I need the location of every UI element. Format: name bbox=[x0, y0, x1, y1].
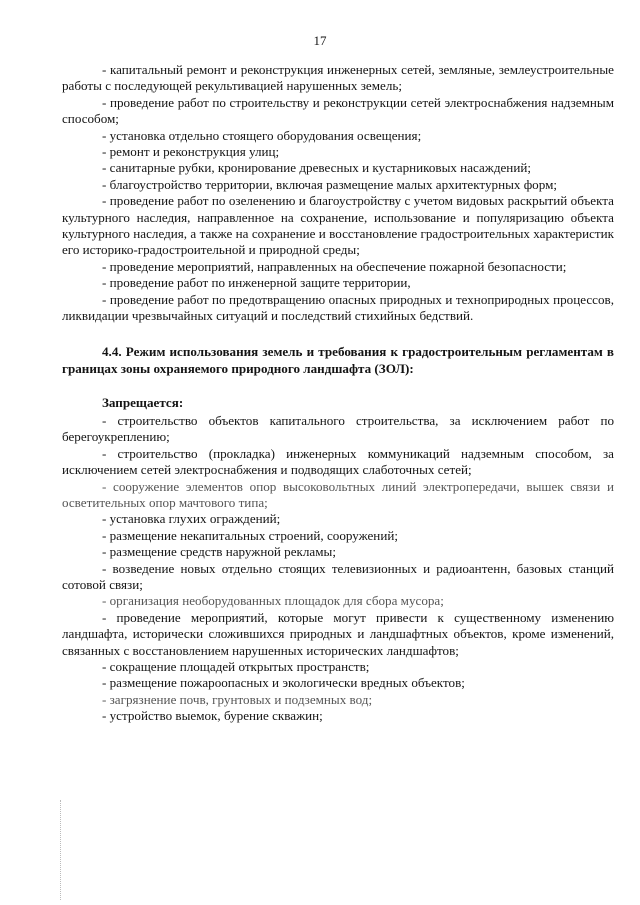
list-item: - размещение пожароопасных и экологически вредных объектов; bbox=[102, 675, 465, 691]
page-number: 17 bbox=[313, 33, 327, 48]
list-item: - строительство объектов капитального строительства, за исключением работ по берегоукреплению; bbox=[62, 412, 614, 445]
list-item: - проведение работ по озеленению и благоустройству с учетом видовых раскрытий объекта культурного наследия, направленное на сохранение, использование и популяризацию объекта культурного наследия, а также на сохранение и восстановление градостроительных характеристик его историко-градостроительной и природной среды; bbox=[62, 193, 614, 258]
scan-edge-rule bbox=[60, 800, 62, 900]
list-item: - сооружение элементов опор высоковольтных линий электропередачи, вышек связи и осветительных опор мачтового типа; bbox=[62, 478, 614, 510]
list-item: - устройство выемок, бурение скважин; bbox=[102, 708, 323, 724]
list-item: - санитарные рубки, кронирование древесных и кустарниковых насаждений; bbox=[102, 160, 531, 176]
list-item: - установка глухих ограждений; bbox=[102, 511, 281, 527]
list-item: - возведение новых отдельно стоящих телевизионных и радиоантенн, базовых станций сотовой связи; bbox=[62, 560, 614, 592]
list-item: - проведение работ по строительству и реконструкции сетей электроснабжения надземным способом; bbox=[62, 94, 614, 127]
section-heading: 4.4. Режим использования земель и требования к градостроительным регламентам в границах зоны охраняемого природного ландшафта (ЗОЛ): bbox=[62, 343, 614, 376]
list-item: - проведение мероприятий, направленных на обеспечение пожарной безопасности; bbox=[102, 258, 567, 274]
page-content bbox=[62, 62, 614, 725]
list-item: - установка отдельно стоящего оборудования освещения; bbox=[102, 127, 422, 143]
list-item: - благоустройство территории, включая размещение малых архитектурных форм; bbox=[102, 176, 558, 192]
list-item: - капитальный ремонт и реконструкция инженерных сетей, земляные, землеустроительные работы с последующей рекультивацией нарушенных земель; bbox=[62, 62, 614, 94]
list-item: - проведение работ по предотвращению опасных природных и техноприродных процессов, ликвидации чрезвычайных ситуаций и последствий стихийных бедствий. bbox=[62, 291, 614, 324]
list-item: - строительство (прокладка) инженерных коммуникаций надземным способом, за исключением сетей электроснабжения и подводящих слаботочных сетей; bbox=[62, 445, 614, 478]
list-item: - проведение работ по инженерной защите территории, bbox=[102, 275, 411, 291]
list-item: - проведение мероприятий, которые могут привести к существенному изменению ландшафта, исторически сложившихся природных и ландшафтных объектов, кроме изменений, связанных с восстановлением нарушенных исторических ландшафтов; bbox=[62, 609, 614, 658]
prohibited-label: Запрещается: bbox=[102, 394, 184, 410]
list-item: - размещение средств наружной рекламы; bbox=[102, 544, 336, 560]
list-item: - размещение некапитальных строений, сооружений; bbox=[102, 527, 398, 543]
list-item: - ремонт и реконструкция улиц; bbox=[102, 144, 280, 160]
list-item: - загрязнение почв, грунтовых и подземных вод; bbox=[102, 691, 373, 707]
list-item: - организация необорудованных площадок для сбора мусора; bbox=[102, 593, 444, 609]
list-item: - сокращение площадей открытых пространств; bbox=[102, 659, 370, 674]
